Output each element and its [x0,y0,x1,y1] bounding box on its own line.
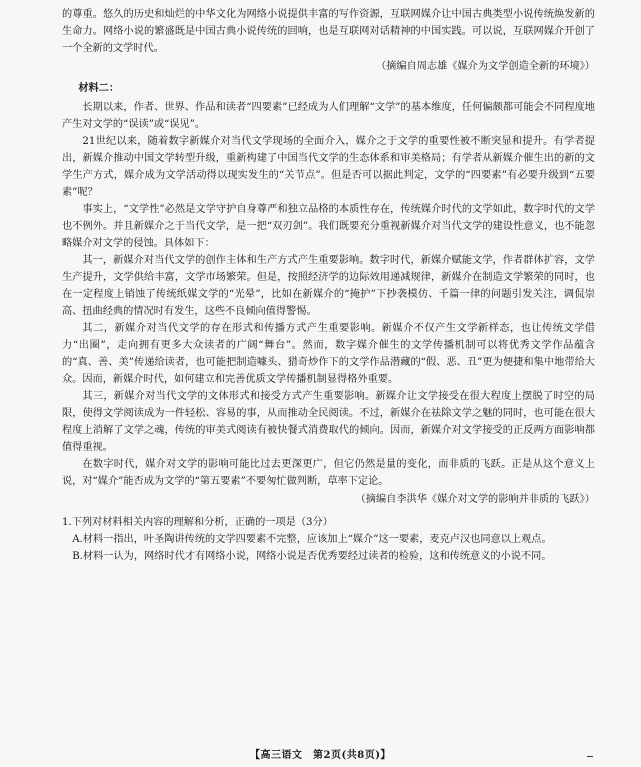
option-b: B.材料一认为，网络时代才有网络小说，网络小说是否优秀要经过读者的检验，这和传统意义的小说不同。 [72,551,552,562]
paragraph-4: 其一，新媒介对当代文学的创作主体和生产方式产生重要影响。数字时代，新媒介赋能文学，作者群体扩容，文学生产提升，文学供给丰富，文学市场繁荣。但是，按照经济学的边际效用递减规律，新媒介在制造文学繁荣的同时，也在一定程度上销蚀了传统纸媒文学的“光晕”，比如在新媒介的“掩护”下抄袭模仿、千篇一律的问题引发关注，调侃崇高、扭曲经典的情况时有发生，这些不良倾向值得警惕。 [62,255,595,317]
source-citation-1: （摘编自周志雄《媒介为文学创造全新的环境》） [375,61,595,72]
paragraph-6: 其三，新媒介对当代文学的文体形式和接受方式产生重要影响。新媒介让文学接受在很大程度上摆脱了时空的局限，使得文学阅读成为一件轻松、容易的事，从而推动全民阅读。不过，新媒介在祛除文学之魅的同时，也可能在很大程度上消解了文学之魂，传统的审美式阅读有被快餐式消费取代的倾向。因而，新媒介对文学接受的正反两方面影响都值得重视。 [62,391,595,453]
paragraph-7: 在数字时代，媒介对文学的影响可能比过去更深更广，但它仍然是量的变化，而非质的飞跃。正是从这个意义上说，对“媒介”能否成为文学的“第五要素”不要匆忙做判断，草率下定论。 [62,459,595,487]
paragraph-3: 事实上，“文学性”必然是文学守护自身尊严和独立品格的本质性存在，传统媒介时代的文学如此，数字时代的文学也不例外。并且新媒介之于当代文学，是一把“双刃剑”。我们既要充分重视新媒介对当代文学的建设性意义，也不能忽略媒介对文学的侵蚀。具体如下： [62,204,595,249]
paragraph-1: 长期以来，作者、世界、作品和读者“四要素”已经成为人们理解“文学”的基本维度，任何偏颇都可能会不同程度地产生对文学的“误读”或“误见”。 [62,102,595,130]
top-paragraph: 的尊重。悠久的历史和灿烂的中华文化为网络小说提供丰富的写作资源，互联网媒介让中国古典类型小说传统焕发新的生命力。网络小说的繁盛既是中国古典小说传统的回响，也是互联网对话精神的中国实践。可以说，互联网媒介开创了一个全新的文学时代。 [62,9,595,54]
page-footer: 【高三语文 第2页(共8页)】 [250,750,391,761]
paragraph-2: 21世纪以来，随着数字新媒介对当代文学现场的全面介入，媒介之于文学的重要性被不断突显和提升。有学者提出，新媒介推动中国文学转型升级，重新构建了中国当代文学的生态体系和审美格局；有学者从新媒介催生出的新的文学生产方式，媒介成为文学活动得以现实发生的“关节点”。但是否可以据此判定，文学的“四要素”有必要升级到“五要素”呢？ [62,136,595,198]
corner-mark [587,756,593,757]
source-citation-2: （摘编自李洪华《媒介对文学的影响并非质的飞跃》） [355,494,595,505]
option-a: A.材料一指出，叶圣陶讲传统的文学四要素不完整，应该加上“媒介”这一要素，麦克卢汉也同意以上观点。 [72,534,552,545]
paragraph-5: 其二，新媒介对当代文学的存在形式和传播方式产生重要影响。新媒介不仅产生文学新样态，也让传统文学借力“出圈”，走向拥有更多大众读者的广阔“舞台”。然而，数字媒介催生的文学传播机制可以将优秀文学作品蕴含的“真、善、美”传递给读者，也可能把制造噱头、猎奇炒作下的文学作品潜藏的“假、恶、丑”更为便捷和集中地带给大众。因而，新媒介时代，如何建立和完善优质文学传播机制显得格外重要。 [62,323,595,385]
question-1: 1.下列对材料相关内容的理解和分析，正确的一项是（3分） [62,517,333,528]
material-2-heading: 材料二： [78,82,120,94]
